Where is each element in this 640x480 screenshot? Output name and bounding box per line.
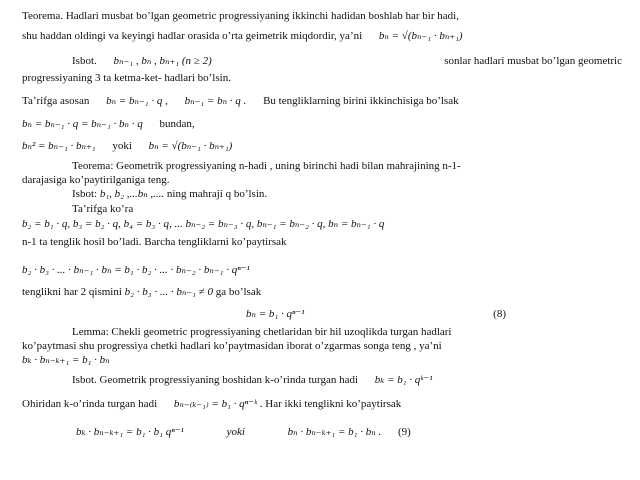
paragraph-5 xyxy=(22,398,622,411)
paragraph-4-start: tenglikni har 2 qismini xyxy=(22,286,122,298)
definition-formula-1: bₙ = bₙ₋₁ · q , xyxy=(106,95,168,107)
paragraph-5-formula: bₙ₋₍ₖ₋₁₎ = b₁ · qⁿ⁻ᵏ xyxy=(173,398,258,410)
paragraph-5-start: Ohiridan k-o’rinda turgan hadi xyxy=(22,398,158,410)
theorem1-text: shu haddan oldingi va keyingi hadlar orasida o’rta geimetrik miqdordir, ya’ni xyxy=(22,30,363,42)
lemma-line2: ko’paytmasi shu progressiya chetki hadlari ko’paytmasidan iborat o’zgarmas songa teng , ya’ni xyxy=(22,340,442,352)
equation-2-formula-b: bₙ = √(bₙ₋₁ · bₙ₊₁) xyxy=(148,140,233,152)
proof1-label: Isbot. xyxy=(72,55,97,67)
paragraph-4-tail: ga bo’lsak xyxy=(215,286,262,298)
theorem1-formula: bₙ = √(bₙ₋₁ · bₙ₊₁) xyxy=(378,30,463,42)
paragraph-4-formula: b₂ · b₃ · ... · bₙ₋₁ ≠ 0 xyxy=(124,286,213,298)
equation-2-yoki: yoki xyxy=(112,140,132,152)
equation-6-number: (9) xyxy=(397,426,411,438)
proof3-text: Isbot. Geometrik progressiyaning boshidan k-o’rinda turgan hadi xyxy=(72,374,359,386)
proof3-formula: bₖ = b₁ · qᵏ⁻¹ xyxy=(374,374,433,386)
definition-tail: Bu tengliklarning birini ikkinchisiga bo’lsak xyxy=(263,95,459,107)
equation-4 xyxy=(22,264,622,277)
equation-6-formula-a: bₖ · bₙ₋ₖ₊₁ = b₁ · b₁ qⁿ⁻¹ xyxy=(76,426,184,438)
definition2-line: Ta’rifga ko’ra xyxy=(72,203,134,215)
proof1-line2: progressiyaning 3 ta ketma-ket- hadlari bo’lsin. xyxy=(22,72,231,84)
equation-5-number: (8) xyxy=(493,308,506,320)
proof2-tail: ning mahraji q bo’lsin. xyxy=(166,188,268,200)
equation-5-formula: bₙ = b₁ · qⁿ⁻¹ xyxy=(246,308,305,320)
equation-1-tail: bundan, xyxy=(159,118,195,130)
equation-6-yoki: yoki xyxy=(226,426,245,438)
proof2-label: Isbot: xyxy=(72,188,98,200)
lemma-formula-line xyxy=(22,354,622,367)
equation-2 xyxy=(22,140,622,153)
equation-6 xyxy=(76,426,476,439)
proof1-tail: sonlar hadlari musbat bo’lgan geometric xyxy=(444,55,622,67)
proof1-terms: bₙ₋₁ , bₙ , bₙ₊₁ (n ≥ 2) xyxy=(113,55,212,67)
equation-4-formula: b₂ · b₃ · ... · bₙ₋₁ · bₙ = b₁ · b₂ · ... · bₙ₋₂ · bₙ₋₁ · qⁿ⁻¹ xyxy=(22,264,250,276)
theorem1-line2 xyxy=(22,30,622,43)
theorem2-line1: Teorema: Geometrik progressiyaning n-hadi , uning birinchi hadi bilan mahrajining n-1- xyxy=(72,160,461,172)
equation-3 xyxy=(22,218,622,231)
proof2-sequence: b₁, b₂ ,...bₙ ,.... xyxy=(99,188,165,200)
theorem2-line2: darajasiga ko’paytirilganiga teng. xyxy=(22,174,170,186)
equation-5 xyxy=(246,308,506,321)
equation-1 xyxy=(22,118,622,131)
definition-label: Ta’rifga asosan xyxy=(22,95,90,107)
paragraph-3: n-1 ta tenglik hosil bo’ladi. Barcha tengliklarni ko’paytirsak xyxy=(22,236,287,248)
definition-formula-2: bₙ₋₁ = bₙ · q . xyxy=(184,95,247,107)
paragraph-5-tail: . Har ikki tenglikni ko’paytirsak xyxy=(259,398,402,410)
lemma-formula: bₖ · bₙ₋ₖ₊₁ = b₁ · bₙ xyxy=(22,354,110,366)
equation-2-formula-a: bₙ² = bₙ₋₁ · bₙ₊₁ xyxy=(22,140,96,152)
proof2-line xyxy=(72,188,622,201)
equation-3-formula: b₂ = b₁ · q, b₃ = b₂ · q, b₄ = b₃ · q, ... bₙ₋₂ = bₙ₋₃ · q, bₙ₋₁ = bₙ₋₂ · q, bₙ = bₙ₋₁ · q xyxy=(22,218,385,230)
equation-1-formula: bₙ = bₙ₋₁ · q = bₙ₋₁ · bₙ · q xyxy=(22,118,143,130)
definition-line xyxy=(22,95,622,108)
lemma-line1: Lemma: Chekli geometric progressiyaning chetlaridan bir hil uzoqlikda turgan hadlari xyxy=(72,326,452,338)
proof3-line xyxy=(72,374,622,387)
paragraph-4 xyxy=(22,286,622,299)
proof1-line xyxy=(72,55,622,68)
theorem1-line1: Teorema. Hadlari musbat bo’lgan geometric progressiyaning ikkinchi hadidan boshlab har bir hadi, xyxy=(22,10,459,22)
equation-6-formula-b: bₙ · bₙ₋ₖ₊₁ = b₁ · bₙ . xyxy=(287,426,382,438)
